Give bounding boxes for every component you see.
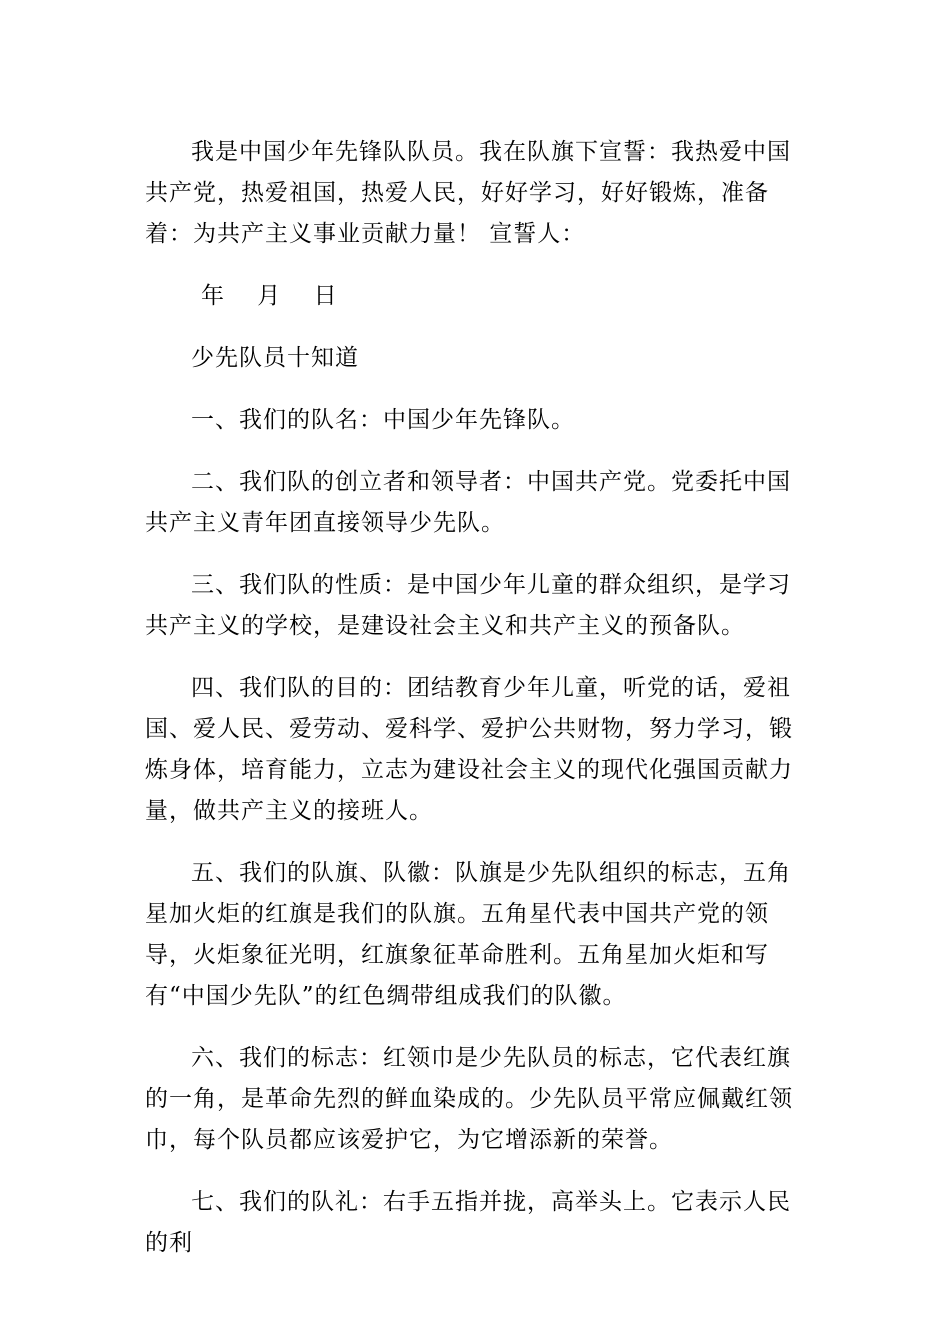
knowledge-item-5: 五、我们的队旗、队徽：队旗是少先队组织的标志，五角星加火炬的红旗是我们的队旗。五角星代表中国共产党的领导，火炬象征光明，红旗象征革命胜利。五角星加火炬和写有“中国少先队”的红色绸带组成我们的队徽。 [145,860,791,1009]
document-body [145,132,805,1264]
knowledge-item-4: 四、我们队的目的：团结教育少年儿童，听党的话，爱祖国、爱人民、爱劳动、爱科学、爱护公共财物，努力学习，锻炼身体，培育能力，立志为建设社会主义的现代化强国贡献力量，做共产主义的接班人。 [145,675,793,824]
knowledge-item-2: 二、我们队的创立者和领导者：中国共产党。党委托中国共产主义青年团直接领导少先队。 [145,469,791,536]
date-line: 年 月 日 [201,283,345,309]
knowledge-item-7: 七、我们的队礼：右手五指并拢，高举头上。它表示人民的利 [145,1189,791,1256]
knowledge-item-3: 三、我们队的性质：是中国少年儿童的群众组织，是学习共产主义的学校，是建设社会主义和共产主义的预备队。 [145,572,791,639]
oath-paragraph: 我是中国少年先锋队队员。我在队旗下宣誓：我热爱中国共产党，热爱祖国，热爱人民，好好学习，好好锻炼，准备着：为共产主义事业贡献力量！ 宣誓人： [145,139,791,247]
knowledge-item-1: 一、我们的队名：中国少年先锋队。 [191,407,575,433]
knowledge-item-6: 六、我们的标志：红领巾是少先队员的标志，它代表红旗的一角，是革命先烈的鲜血染成的。少先队员平常应佩戴红领巾，每个队员都应该爱护它，为它增添新的荣誉。 [145,1045,793,1153]
section-title: 少先队员十知道 [191,345,359,371]
